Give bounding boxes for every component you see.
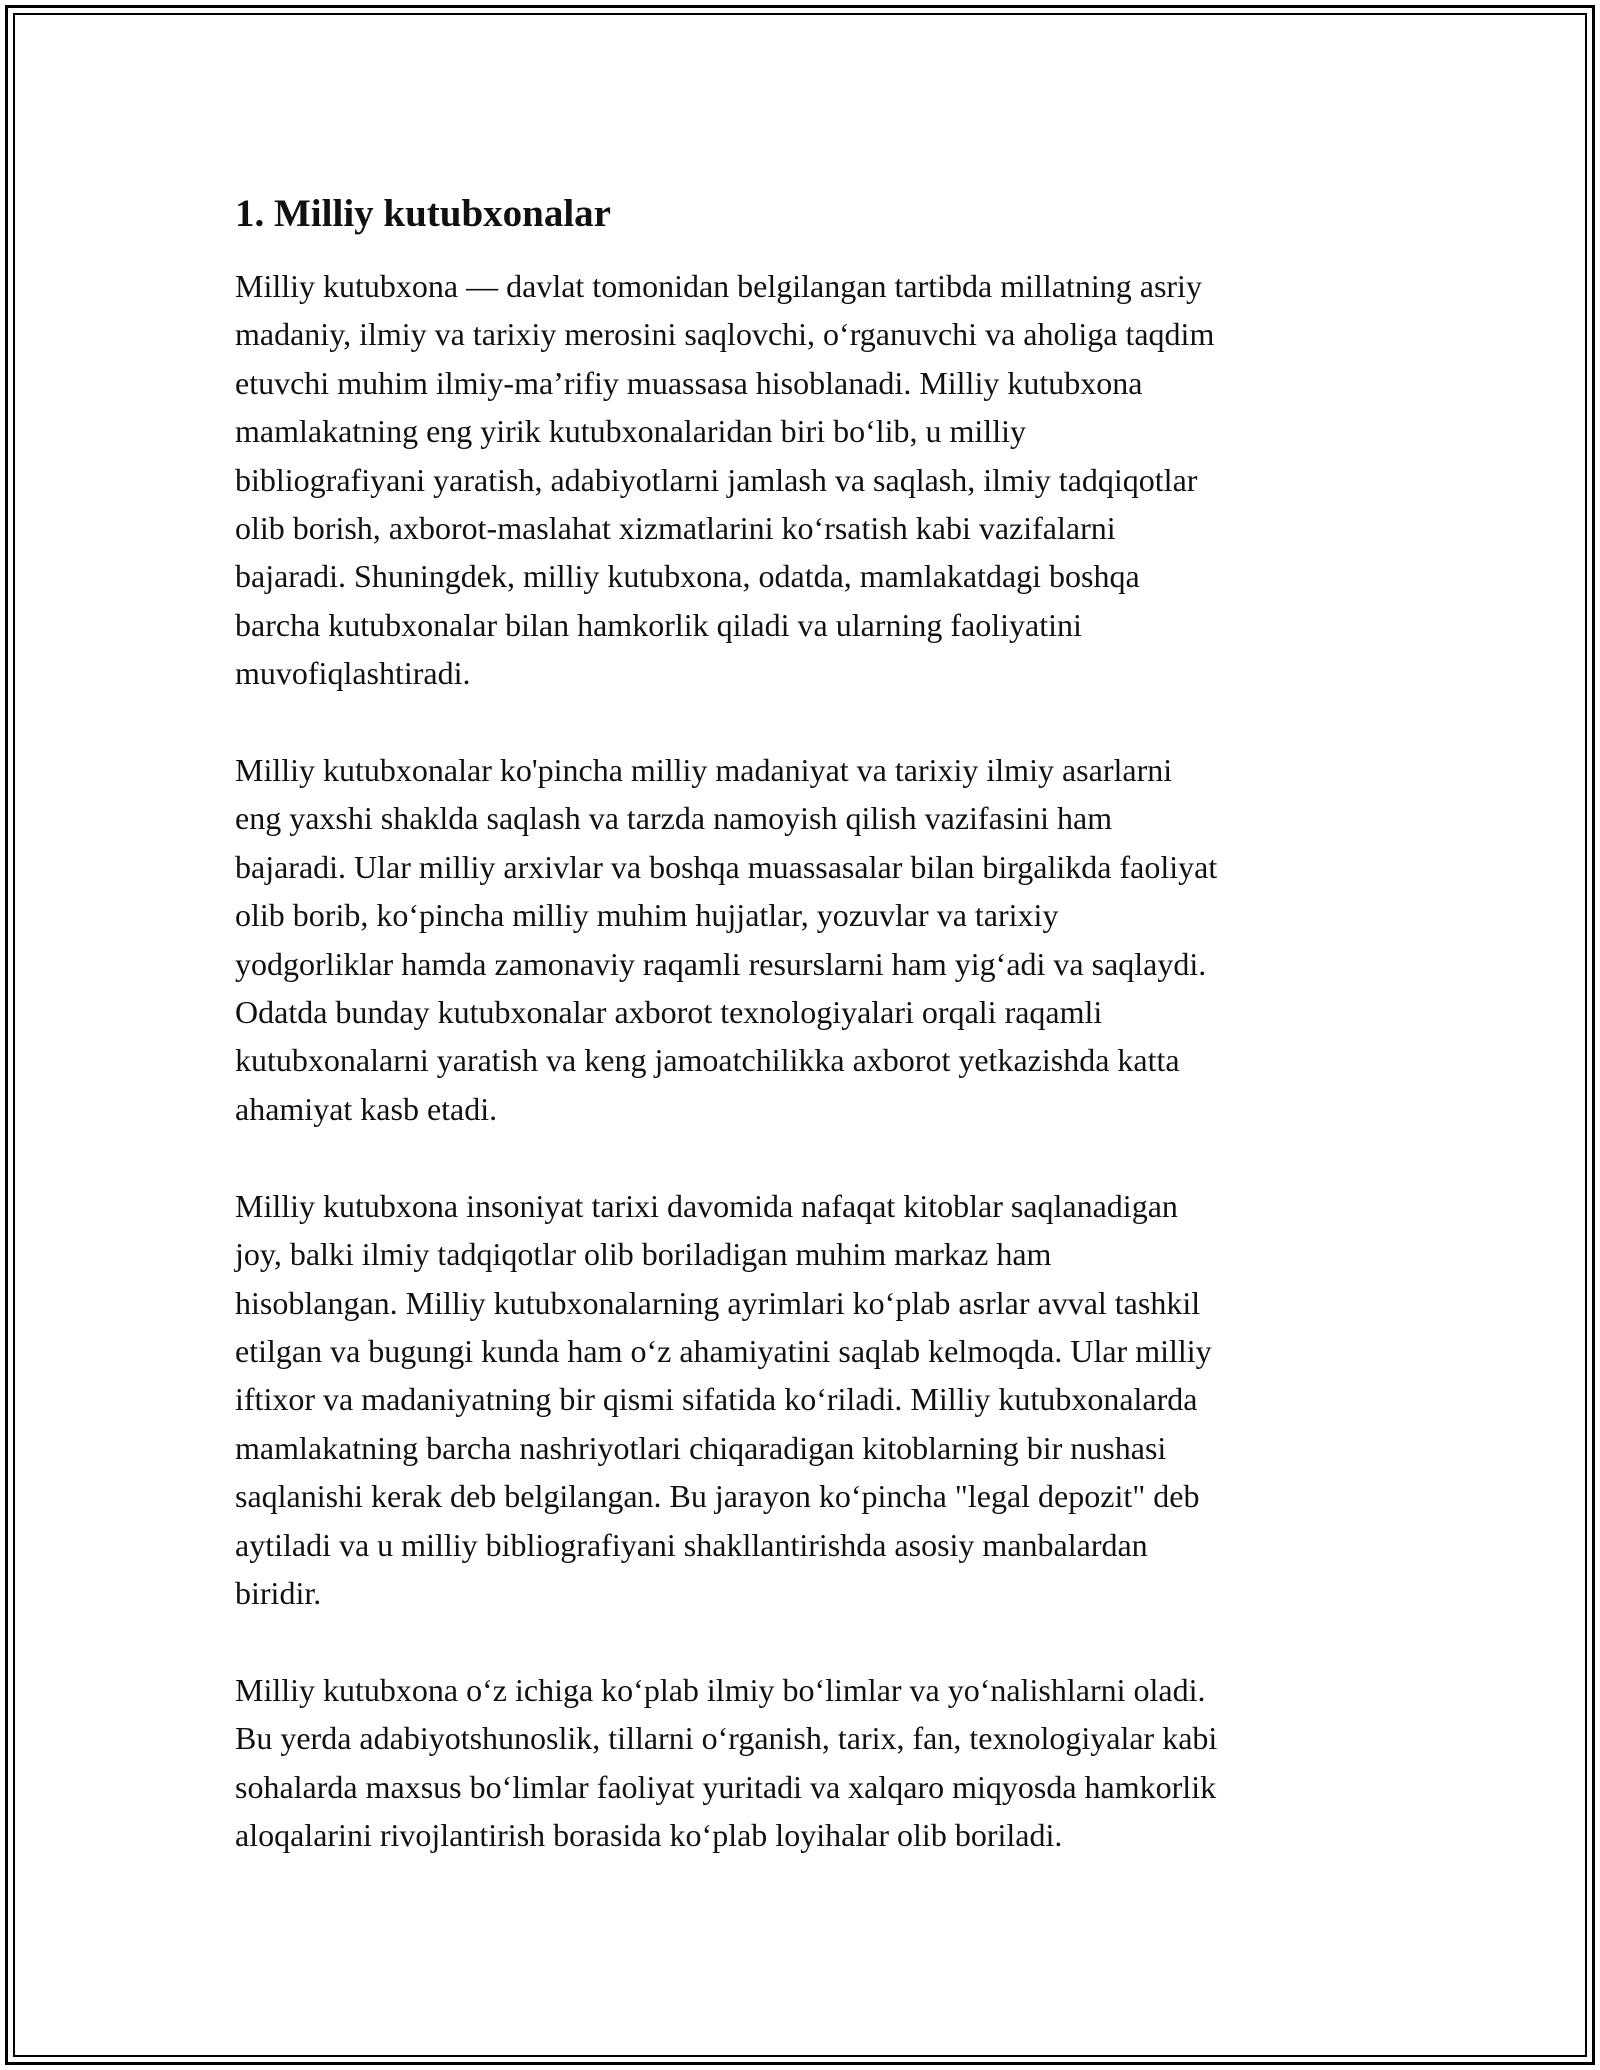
paragraph-2 — [235, 746, 1375, 1133]
text-line: eng yaxshi shaklda saqlash va tarzda namoyish qilish vazifasini ham — [235, 800, 1113, 837]
text-line: Milliy kutubxona o‘z ichiga ko‘plab ilmiy bo‘limlar va yo‘nalishlarni oladi. — [235, 1671, 1206, 1708]
text-line: bajaradi. Shuningdek, milliy kutubxona, odatda, mamlakatdagi boshqa — [235, 558, 1140, 595]
text-line: bibliografiyani yaratish, adabiyotlarni jamlash va saqlash, ilmiy tadqiqotlar — [235, 461, 1198, 498]
paragraph-1 — [235, 262, 1375, 698]
text-line: Odatda bunday kutubxonalar axborot texnologiyalari orqali raqamli — [235, 994, 1103, 1031]
text-line: etuvchi muhim ilmiy-ma’rifiy muassasa hisoblanadi. Milliy kutubxona — [235, 364, 1143, 401]
text-line: olib borish, axborot-maslahat xizmatlarini ko‘rsatish kabi vazifalarni — [235, 510, 1116, 547]
text-line: bajaradi. Ular milliy arxivlar va boshqa muassasalar bilan birgalikda faoliyat — [235, 848, 1218, 885]
text-line: kutubxonalarni yaratish va keng jamoatchilikka axborot yetkazishda katta — [235, 1042, 1180, 1079]
text-line: barcha kutubxonalar bilan hamkorlik qiladi va ularning faoliyatini — [235, 606, 1082, 643]
text-line: madaniy, ilmiy va tarixiy merosini saqlovchi, o‘rganuvchi va aholiga taqdim — [235, 316, 1215, 353]
text-line: etilgan va bugungi kunda ham o‘z ahamiyatini saqlab kelmoqda. Ular milliy — [235, 1332, 1212, 1369]
section-heading: 1. Milliy kutubxonalar — [235, 192, 611, 235]
text-line: Milliy kutubxona — davlat tomonidan belgilangan tartibda millatning asriy — [235, 268, 1202, 304]
text-line: Milliy kutubxona insoniyat tarixi davomida nafaqat kitoblar saqlanadigan — [235, 1187, 1178, 1224]
text-line: Bu yerda adabiyotshunoslik, tillarni o‘rganish, tarix, fan, texnologiyalar kabi — [235, 1720, 1218, 1757]
text-line: mamlakatning barcha nashriyotlari chiqaradigan kitoblarning bir nushasi — [235, 1429, 1167, 1466]
text-line: biridir. — [235, 1574, 322, 1611]
paragraph-3 — [235, 1182, 1375, 1618]
text-line: olib borib, ko‘pincha milliy muhim hujjatlar, yozuvlar va tarixiy — [235, 897, 1059, 934]
text-line: muvofiqlashtiradi. — [235, 655, 471, 692]
text-line: sohalarda maxsus bo‘limlar faoliyat yuritadi va xalqaro miqyosda hamkorlik — [235, 1768, 1217, 1805]
text-line: aloqalarini rivojlantirish borasida ko‘plab loyihalar olib boriladi. — [235, 1816, 1063, 1853]
text-line: saqlanishi kerak deb belgilangan. Bu jarayon ko‘pincha "legal depozit" deb — [235, 1478, 1200, 1515]
text-line: iftixor va madaniyatning bir qismi sifatida ko‘riladi. Milliy kutubxonalarda — [235, 1381, 1198, 1418]
text-line: joy, balki ilmiy tadqiqotlar olib boriladigan muhim markaz ham — [235, 1236, 1052, 1273]
text-line: Milliy kutubxonalar ko'pincha milliy madaniyat va tarixiy ilmiy asarlarni — [235, 752, 1173, 789]
paragraph-4 — [235, 1666, 1375, 1860]
text-line: aytiladi va u milliy bibliografiyani shakllantirishda asosiy manbalardan — [235, 1526, 1148, 1563]
text-line: yodgorliklar hamda zamonaviy raqamli resurslarni ham yig‘adi va saqlaydi. — [235, 945, 1207, 982]
document-body — [235, 188, 1375, 1908]
text-line: mamlakatning eng yirik kutubxonalaridan biri bo‘lib, u milliy — [235, 413, 1026, 450]
text-line: ahamiyat kasb etadi. — [235, 1090, 498, 1127]
text-line: hisoblangan. Milliy kutubxonalarning ayrimlari ko‘plab asrlar avval tashkil — [235, 1284, 1201, 1321]
